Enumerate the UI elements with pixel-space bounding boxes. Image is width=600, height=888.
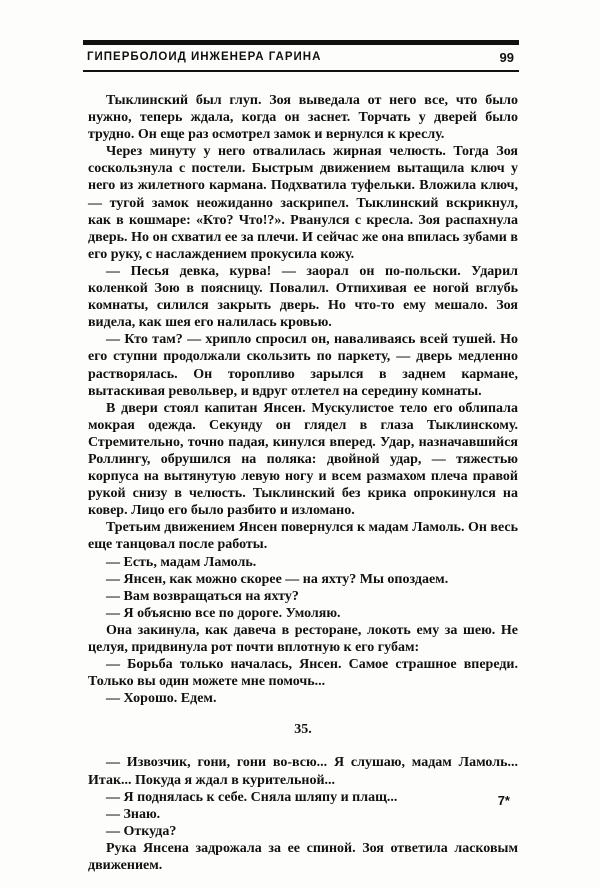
paragraph: — Я объясню все по дороге. Умоляю. bbox=[106, 605, 341, 621]
paragraph: Тыклинский был глуп. Зоя выведала от него все, что было нужно, теперь ждала, когда он заснет. Торчать у дверей было трудно. Он еще раз осмотрел замок и вернулся к креслу. bbox=[88, 93, 518, 143]
paragraph: В двери стоял капитан Янсен. Мускулистое тело его облипала мокрая одежда. Секунду он глядел в глаза Тыклинскому. Стремительно, точно падая, кинулся вперед. Удар, назначавшийся Роллингу, обрушился на поляка: двойной удар, — тяжестью корпуса на вытянутую левую ногу и всем размахом плеча правой рукой снизу в челюсть. Тыклинский без крика опрокинулся на ковер. Лицо его было разбито и изломано. bbox=[88, 400, 518, 519]
paragraph: — Есть, мадам Ламоль. bbox=[106, 554, 257, 570]
signature-mark: 7* bbox=[497, 793, 510, 808]
paragraph: Она закинула, как давеча в ресторане, локоть ему за шею. Не целуя, придвинула рот почти вплотную к его губам: bbox=[88, 622, 518, 655]
paragraph: — Откуда? bbox=[106, 823, 177, 839]
body-text bbox=[88, 92, 518, 874]
page-number: 99 bbox=[499, 50, 514, 65]
running-header-title: ГИПЕРБОЛОИД ИНЖЕНЕРА ГАРИНА bbox=[87, 51, 322, 63]
paragraph: — Песья девка, курва! — заорал он по-польски. Ударил коленкой Зою в поясницу. Повалил. Отпихивая ее ногой вглубь комнаты, силился закрыть дверь. Но что-то ему мешало. Зоя видела, как шея его налилась кровью. bbox=[88, 263, 518, 331]
chapter-number: 35. bbox=[294, 722, 312, 738]
paragraph: — Знаю. bbox=[106, 806, 161, 822]
header-rule-thick bbox=[83, 40, 519, 45]
paragraph: Третьим движением Янсен повернулся к мадам Ламоль. Он весь еще танцовал после работы. bbox=[88, 520, 518, 553]
paragraph: — Янсен, как можно скорее — на яхту? Мы опоздаем. bbox=[106, 571, 449, 587]
paragraph: — Извозчик, гони, гони во-всю... Я слушаю, мадам Ламоль... Итак... Покуда я ждал в курительной... bbox=[88, 755, 518, 788]
paragraph: Через минуту у него отвалилась жирная челюсть. Тогда Зоя соскользнула с постели. Быстрым движением вытащила ключ у него из жилетного кармана. Подхватила туфельки. Вложила ключ, — тугой замок неожиданно заскрипел. Тыклинский вскрикнул, как в кошмаре: «Кто? Что!?». Рванулся с кресла. Зоя распахнула дверь. Но он схватил ее за плечи. И сейчас же она впилась зубами в его руку, с наслаждением прокусила кожу. bbox=[88, 144, 518, 262]
paragraph: — Кто там? — хрипло спросил он, наваливаясь всей тушей. Но его ступни продолжали скользить по паркету, — дверь медленно растворялась. Он торопливо зарылся в заднем кармане, вытаскивая револьвер, и вдруг отлетел на середину комнаты. bbox=[88, 332, 518, 399]
header-rule-thin bbox=[83, 70, 519, 72]
paragraph: — Я поднялась к себе. Сняла шляпу и плащ... bbox=[106, 789, 398, 805]
paragraph: — Борьба только началась, Янсен. Самое страшное впереди. Только вы один можете мне помочь... bbox=[88, 657, 518, 690]
paragraph: Рука Янсена задрожала за ее спиной. Зоя ответила ласковым движением. bbox=[88, 840, 518, 874]
paragraph: — Вам возвращаться на яхту? bbox=[106, 588, 299, 604]
paragraph: — Хорошо. Едем. bbox=[106, 691, 217, 707]
